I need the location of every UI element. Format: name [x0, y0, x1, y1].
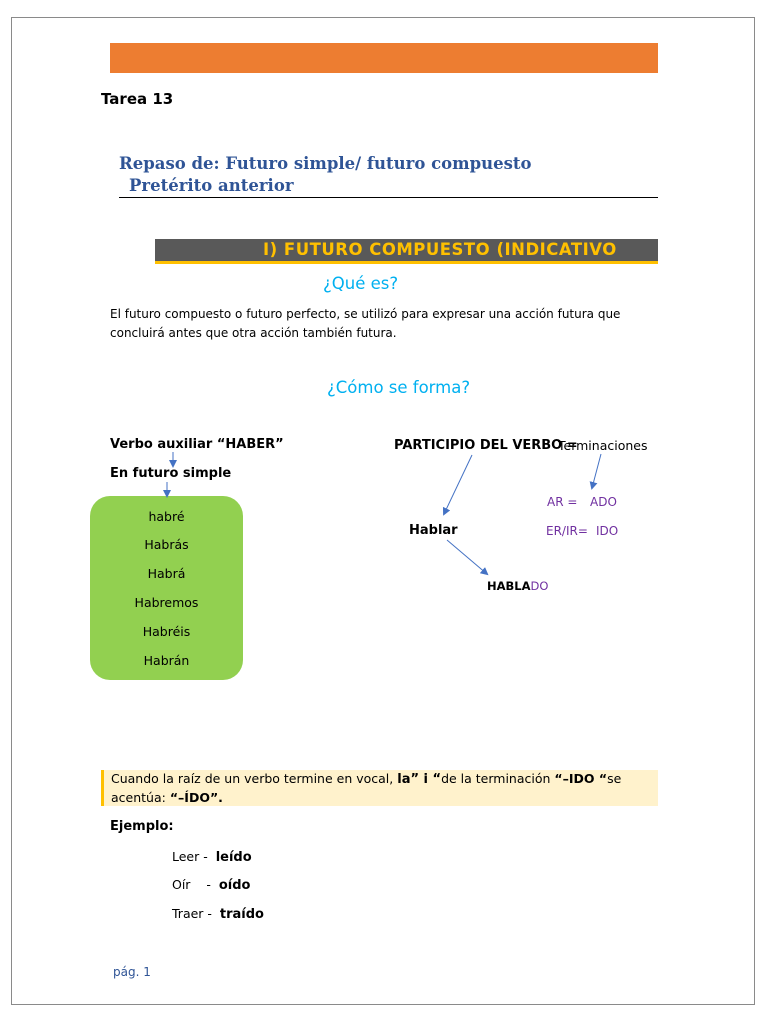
review-title [119, 153, 659, 197]
title-underline [119, 197, 658, 198]
example-verb-hablar: Hablar [409, 523, 458, 538]
orange-header-bar [110, 43, 658, 73]
conjugation-item: Habrán [143, 653, 190, 668]
accent-rule-note [101, 770, 658, 806]
erir-ending: IDO [596, 524, 619, 538]
auxiliary-verb-label: Verbo auxiliar “HABER” [110, 437, 284, 452]
future-simple-label: En futuro simple [110, 466, 232, 481]
conjugation-item: Habrás [144, 537, 189, 552]
conjugation-item: Habréis [142, 624, 191, 639]
terminations-label: Terminaciones [558, 438, 648, 453]
what-question: ¿Qué es? [323, 274, 399, 293]
participle-label: PARTICIPIO DEL VERBO = [394, 438, 578, 453]
review-title-line1: Repaso de: Futuro simple/ futuro compuesto [119, 154, 532, 173]
section-heading-text: I) FUTURO COMPUESTO (INDICATIVO [263, 240, 617, 259]
ar-label: AR = [547, 495, 578, 509]
conjugation-item: habré [148, 509, 185, 524]
example-item: Traer - traído [172, 906, 264, 922]
page-number: pág. 1 [113, 965, 151, 979]
definition-text: El futuro compuesto o futuro perfecto, se utilizó para expresar una acción futura que concluirá antes que otra acción también futura. [110, 307, 621, 340]
task-label: Tarea 13 [101, 90, 174, 108]
conjugation-item: Habremos [134, 595, 199, 610]
section-heading [155, 239, 658, 264]
participle-suffix: DO [530, 579, 549, 593]
erir-label: ER/IR= [546, 524, 588, 538]
conjugation-item: Habrá [147, 566, 186, 581]
accent-rule-text: Cuando la raíz de un verbo termine en vocal, la” i “de la terminación “–IDO “se acentúa: “–ÍDO”. [111, 771, 622, 805]
example-item: Oír - oído [172, 877, 251, 893]
participle-stem: HABLA [487, 579, 531, 593]
example-item: Leer - leído [172, 849, 252, 865]
example-label: Ejemplo: [110, 819, 174, 834]
participle-result [487, 579, 548, 593]
how-question: ¿Cómo se forma? [327, 378, 471, 397]
ar-ending: ADO [590, 495, 617, 509]
review-title-line2: Pretérito anterior [129, 176, 294, 195]
